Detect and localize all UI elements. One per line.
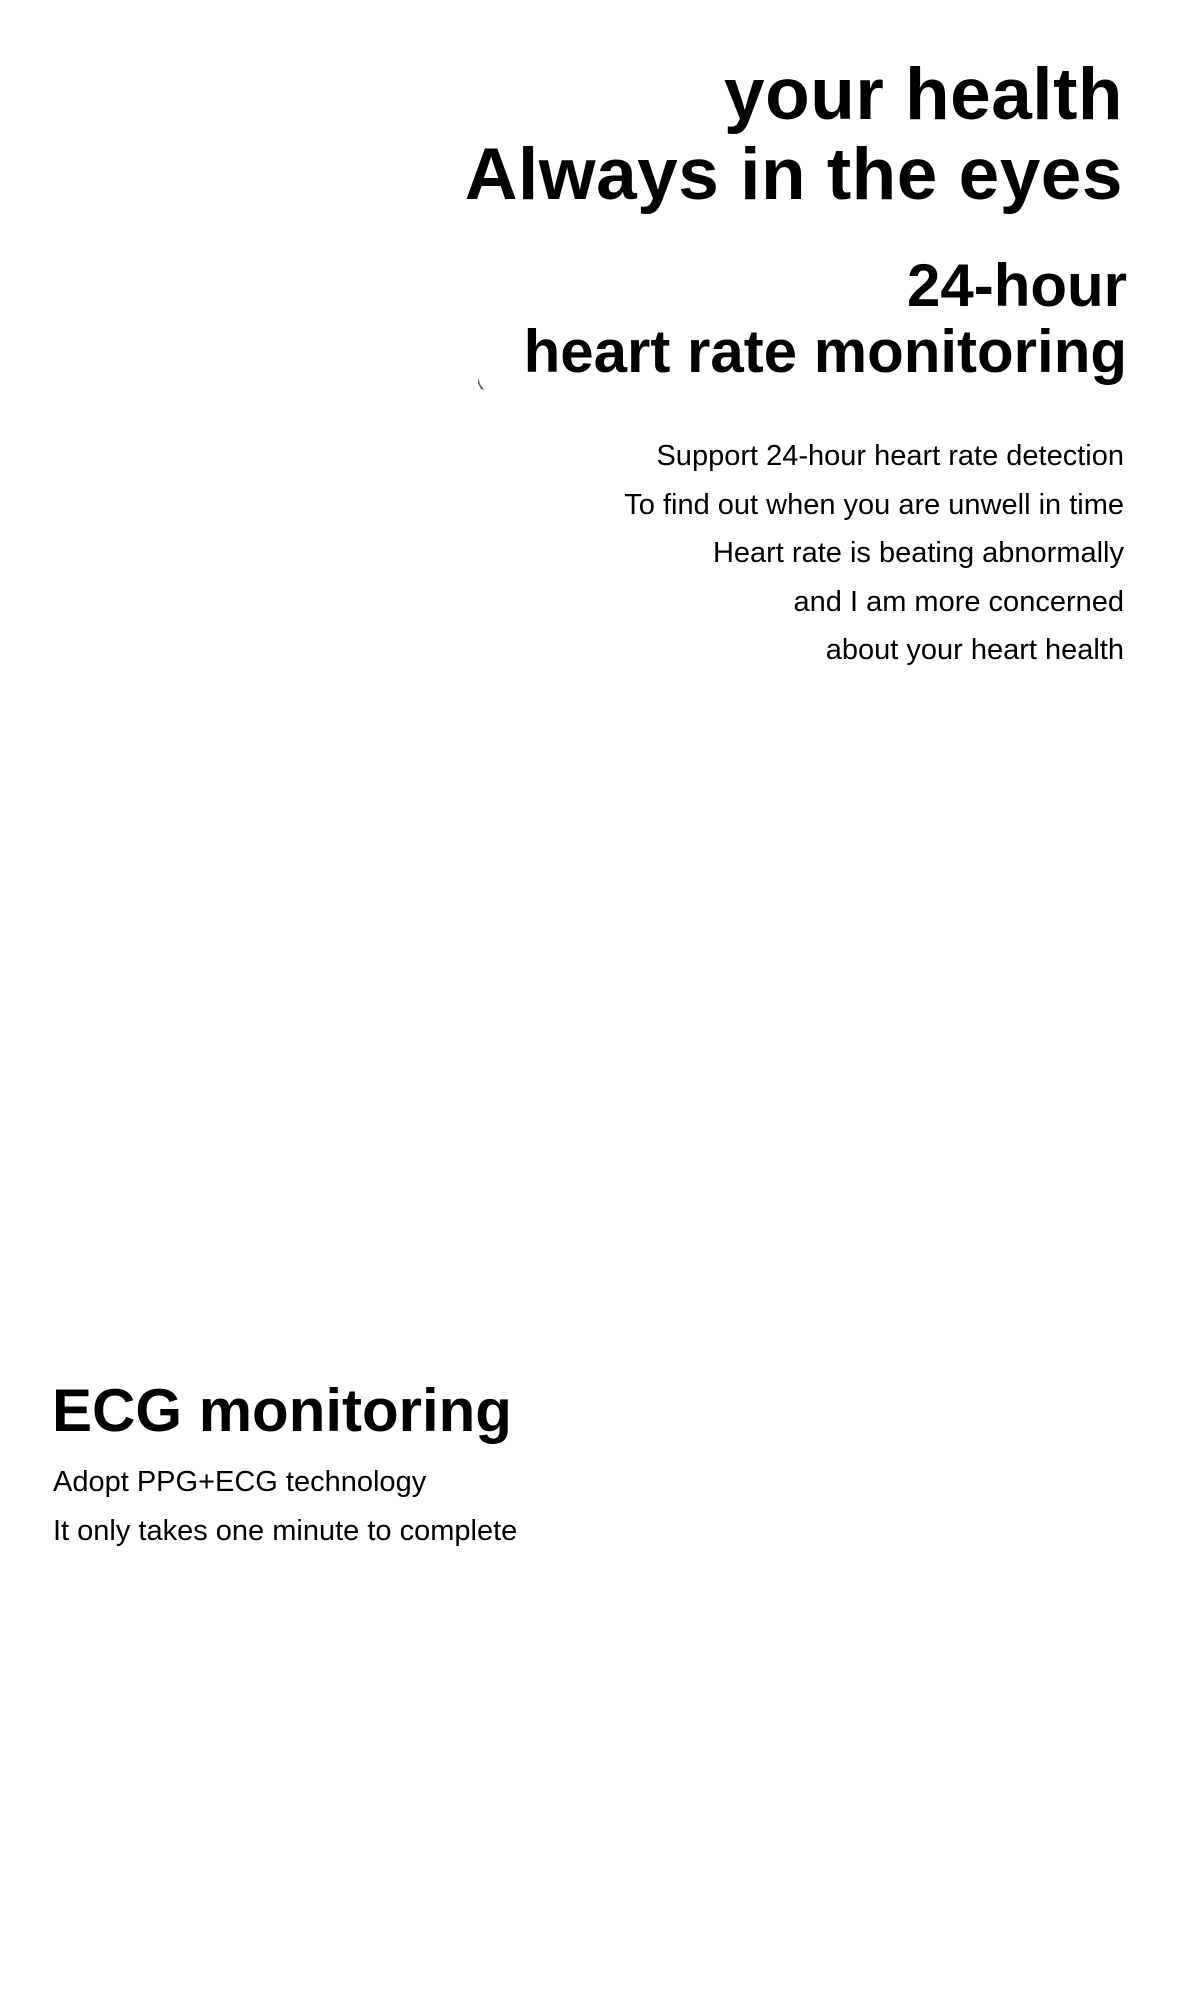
- heart-rate-title-line-1: 24-hour: [906, 252, 1127, 319]
- headline-line-1: your health: [724, 54, 1123, 135]
- heart-rate-description-line: and I am more concerned: [793, 585, 1124, 618]
- heart-rate-description-line: To find out when you are unwell in time: [624, 488, 1124, 521]
- heart-rate-description: [624, 432, 1124, 675]
- ecg-title: ECG monitoring: [52, 1377, 512, 1444]
- heart-rate-title-line-2: heart rate monitoring: [523, 318, 1127, 385]
- ecg-description: [53, 1458, 517, 1555]
- heart-rate-description-line: Heart rate is beating abnormally: [712, 537, 1124, 569]
- headline-line-2: Always in the eyes: [464, 134, 1123, 215]
- ecg-description-line: It only takes one minute to complete: [53, 1514, 518, 1547]
- headline: [465, 55, 1123, 215]
- heart-rate-title: [524, 253, 1127, 385]
- heart-rate-description-line: Support 24-hour heart rate detection: [656, 440, 1124, 472]
- decorative-mark: [477, 378, 485, 390]
- ecg-description-line: Adopt PPG+ECG technology: [53, 1466, 427, 1498]
- heart-rate-description-line: about your heart health: [825, 634, 1124, 666]
